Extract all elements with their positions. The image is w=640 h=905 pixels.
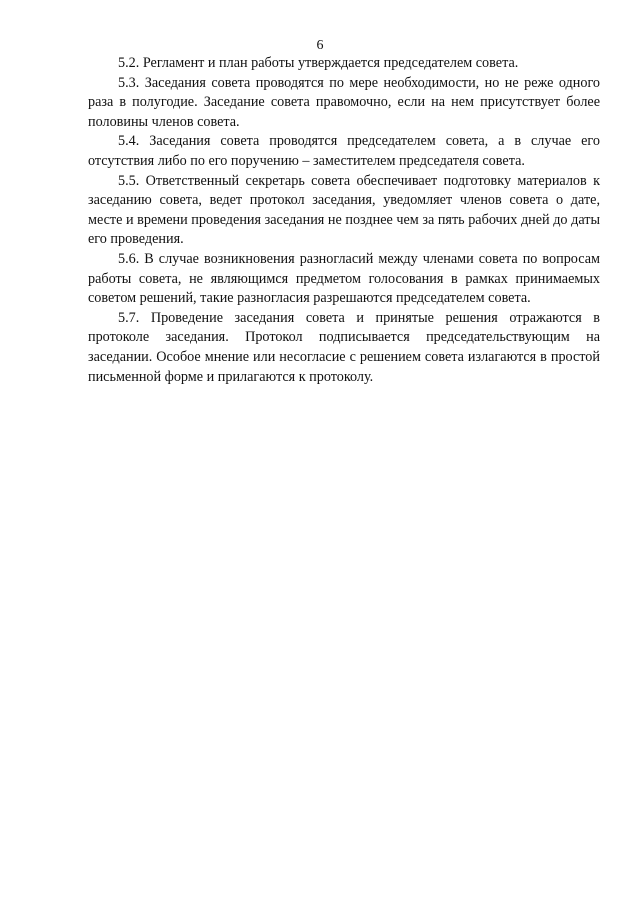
paragraph-5-6: 5.6. В случае возникновения разногласий между членами совета по вопросам работы совета, не являющимся предметом голосования в рамках принимаемых советом решений, такие разногласия разрешаются председателем совета.	[88, 250, 600, 307]
page-number: 6	[316, 38, 324, 53]
paragraph-5-7: 5.7. Проведение заседания совета и принятые решения отражаются в протоколе заседания. Протокол подписывается председательствующим на заседании. Особое мнение или несогласие с решением совета излагаются в простой письменной форме и прилагаются к протоколу.	[88, 309, 600, 385]
paragraph-5-2: 5.2. Регламент и план работы утверждается председателем совета.	[118, 55, 519, 71]
document-body	[88, 54, 600, 387]
paragraph-5-5: 5.5. Ответственный секретарь совета обеспечивает подготовку материалов к заседанию совета, ведет протокол заседания, уведомляет членов совета о дате, месте и времени проведения заседания не позднее чем за пять рабочих дней до даты его проведения.	[88, 172, 600, 248]
paragraph-5-3: 5.3. Заседания совета проводятся по мере необходимости, но не реже одного раза в полугодие. Заседание совета правомочно, если на нем присутствует более половины членов совета.	[88, 74, 600, 130]
paragraph-5-4: 5.4. Заседания совета проводятся председателем совета, а в случае его отсутствия либо по его поручению – заместителем председателя совета.	[88, 133, 600, 169]
